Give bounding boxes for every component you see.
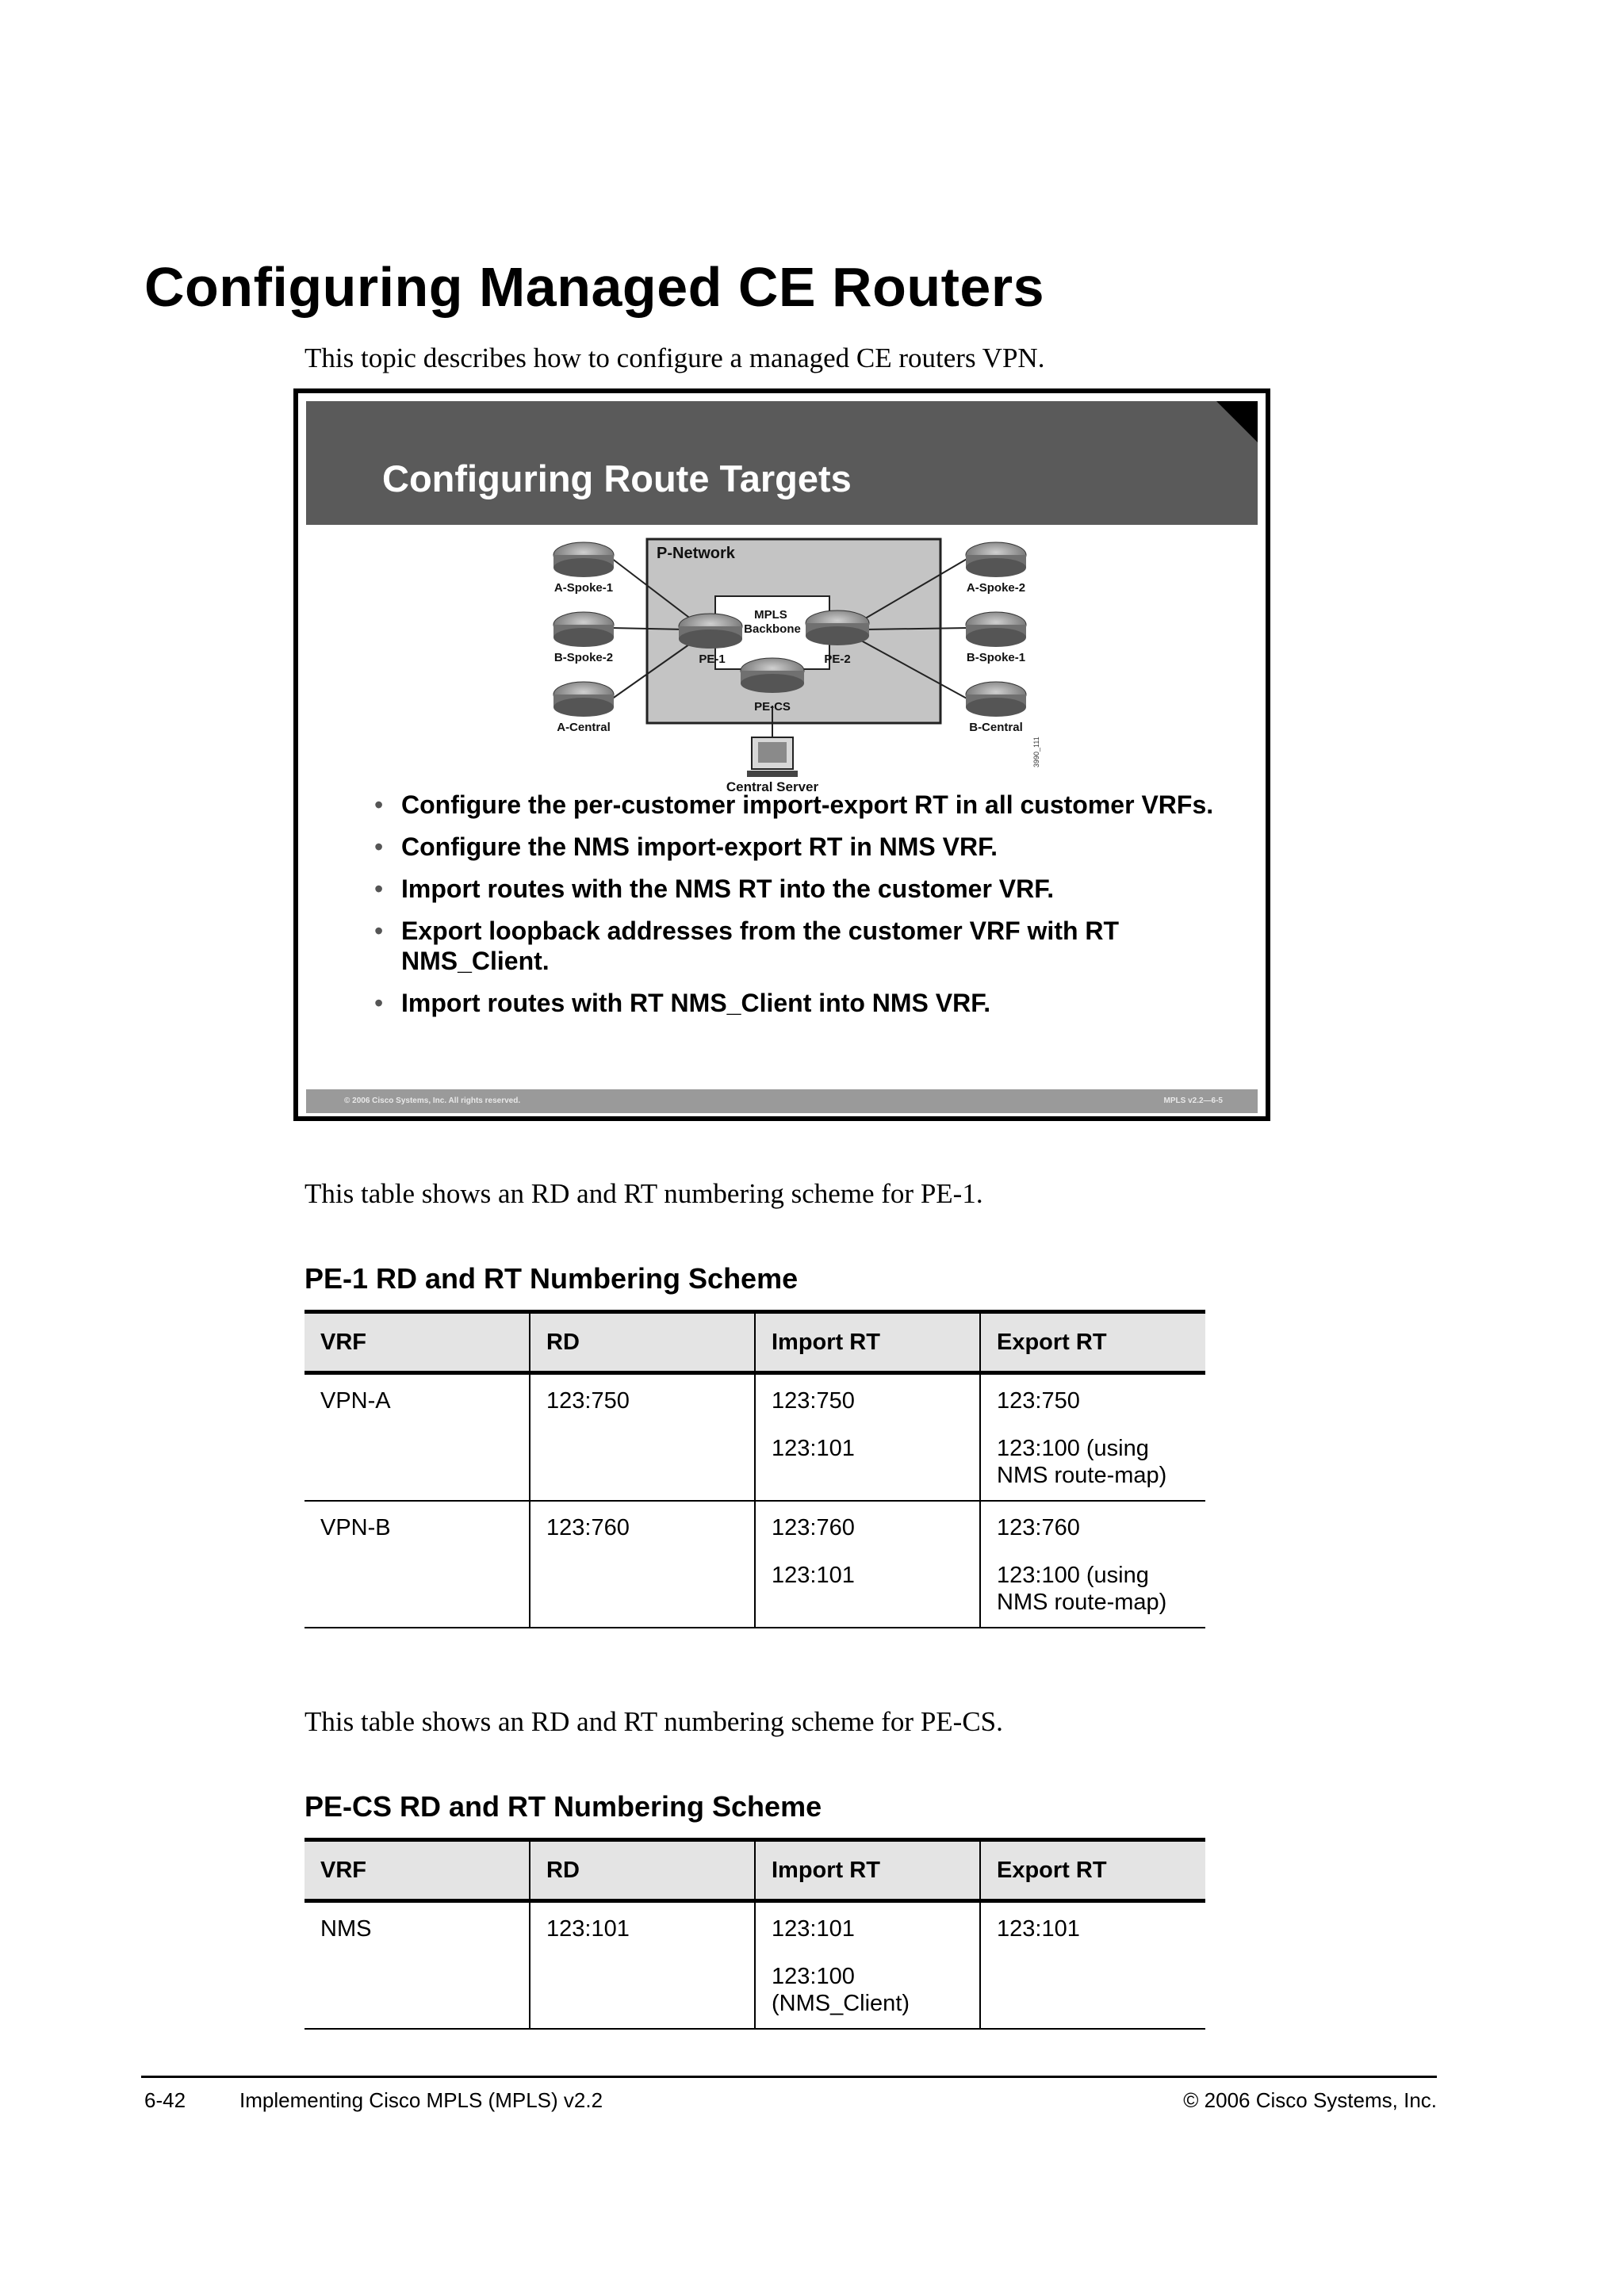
column-header-export-rt: Export RT (980, 1840, 1205, 1901)
slide-footer-copyright: © 2006 Cisco Systems, Inc. All rights reserved. (344, 1096, 521, 1105)
slide-corner-mark (1216, 401, 1258, 442)
cell-import-rt (755, 1501, 980, 1628)
intro-paragraph: This topic describes how to configure a managed CE routers VPN. (304, 342, 1045, 373)
column-header-export-rt: Export RT (980, 1312, 1205, 1373)
column-header-vrf: VRF (304, 1312, 530, 1373)
backbone-line-2: Backbone (744, 622, 801, 636)
bullet-item: • Import routes with RT NMS_Client into NMS VRF. (374, 989, 991, 1017)
column-header-import-rt: Import RT (755, 1312, 980, 1373)
pecs-rd-rt-table (304, 1838, 1205, 2030)
bullet-item: • Configure the NMS import-export RT in NMS VRF. (374, 832, 998, 861)
label-b-spoke-1: B-Spoke-1 (966, 651, 1026, 664)
central-server-label: Central Server (726, 779, 819, 791)
column-header-import-rt: Import RT (755, 1840, 980, 1901)
cell-import-rt (755, 1901, 980, 2030)
bullet-item: • Configure the per-customer import-export RT in all customer VRFs. (374, 790, 1214, 819)
cell-import-rt (755, 1373, 980, 1502)
column-header-rd: RD (530, 1840, 755, 1901)
import-rt-value: 123:101 (772, 1436, 855, 1461)
page-title: Configuring Managed CE Routers (144, 256, 1044, 318)
page-number: 6-42 (144, 2088, 186, 2112)
book-title: Implementing Cisco MPLS (MPLS) v2.2 (239, 2088, 603, 2112)
table-row (304, 1901, 1205, 2030)
import-rt-value: 123:760 (772, 1515, 855, 1540)
bullet-item: • Export loopback addresses from the customer VRF with RT NMS_Client. (374, 916, 1120, 975)
label-pe-cs: PE-CS (754, 700, 791, 714)
network-diagram (536, 530, 1044, 791)
column-header-vrf: VRF (304, 1840, 530, 1901)
label-a-spoke-2: A-Spoke-2 (966, 581, 1026, 595)
label-pe-2: PE-2 (824, 652, 851, 666)
slide-bullet-list (374, 790, 1215, 1030)
import-rt-value: 123:101 (772, 1563, 855, 1588)
label-a-spoke-1: A-Spoke-1 (553, 581, 614, 595)
label-a-central: A-Central (557, 721, 611, 734)
backbone-line-1: MPLS (754, 608, 787, 622)
import-rt-value: 123:100 (NMS_Client) (772, 1964, 910, 2016)
p-network-label: P-Network (657, 545, 735, 562)
cell-export-rt (980, 1501, 1205, 1628)
import-rt-value: 123:750 (772, 1388, 855, 1414)
table2-title: PE-CS RD and RT Numbering Scheme (304, 1790, 822, 1823)
router-pe-cs (741, 658, 804, 693)
cell-vrf: VPN-A (304, 1373, 530, 1502)
import-rt-value: 123:101 (772, 1916, 855, 1942)
export-rt-value: 123:100 (using NMS route-map) (997, 1563, 1167, 1615)
figure-id: 3990_111 (1032, 737, 1040, 767)
table-row (304, 1373, 1205, 1502)
router-a-spoke-1 (553, 542, 614, 577)
router-pe-2 (806, 610, 869, 645)
cell-rd: 123:760 (530, 1501, 755, 1628)
export-rt-value: 123:750 (997, 1388, 1080, 1414)
cell-export-rt (980, 1901, 1205, 2030)
table1-title: PE-1 RD and RT Numbering Scheme (304, 1262, 799, 1295)
router-b-spoke-1 (966, 612, 1026, 647)
cell-rd: 123:101 (530, 1901, 755, 2030)
table2-intro: This table shows an RD and RT numbering scheme for PE-CS. (304, 1706, 1003, 1737)
router-b-spoke-2 (553, 612, 614, 647)
slide-header (306, 401, 1258, 525)
table-row (304, 1501, 1205, 1628)
pe1-rd-rt-table (304, 1310, 1205, 1628)
slide-footer-page: MPLS v2.2—6-5 (1163, 1096, 1223, 1105)
label-pe-1: PE-1 (699, 652, 726, 666)
export-rt-value: 123:101 (997, 1916, 1080, 1942)
cell-vrf: VPN-B (304, 1501, 530, 1628)
table1-intro: This table shows an RD and RT numbering scheme for PE-1. (304, 1178, 983, 1209)
slide-figure (293, 388, 1270, 1121)
cell-rd: 123:750 (530, 1373, 755, 1502)
router-a-central (553, 682, 614, 717)
router-b-central (966, 682, 1026, 717)
slide-title: Configuring Route Targets (382, 457, 852, 499)
column-header-rd: RD (530, 1312, 755, 1373)
label-b-central: B-Central (969, 721, 1023, 734)
router-a-spoke-2 (966, 542, 1026, 577)
footer-copyright: © 2006 Cisco Systems, Inc. (1183, 2088, 1437, 2112)
label-b-spoke-2: B-Spoke-2 (553, 651, 614, 664)
central-server-icon (747, 737, 798, 777)
footer-rule (141, 2076, 1437, 2078)
export-rt-value: 123:100 (using NMS route-map) (997, 1436, 1167, 1488)
export-rt-value: 123:760 (997, 1515, 1080, 1540)
slide-footer (306, 1089, 1258, 1113)
router-pe-1 (679, 614, 742, 649)
bullet-item: • Import routes with the NMS RT into the customer VRF. (374, 874, 1055, 903)
cell-vrf: NMS (304, 1901, 530, 2030)
cell-export-rt (980, 1373, 1205, 1502)
